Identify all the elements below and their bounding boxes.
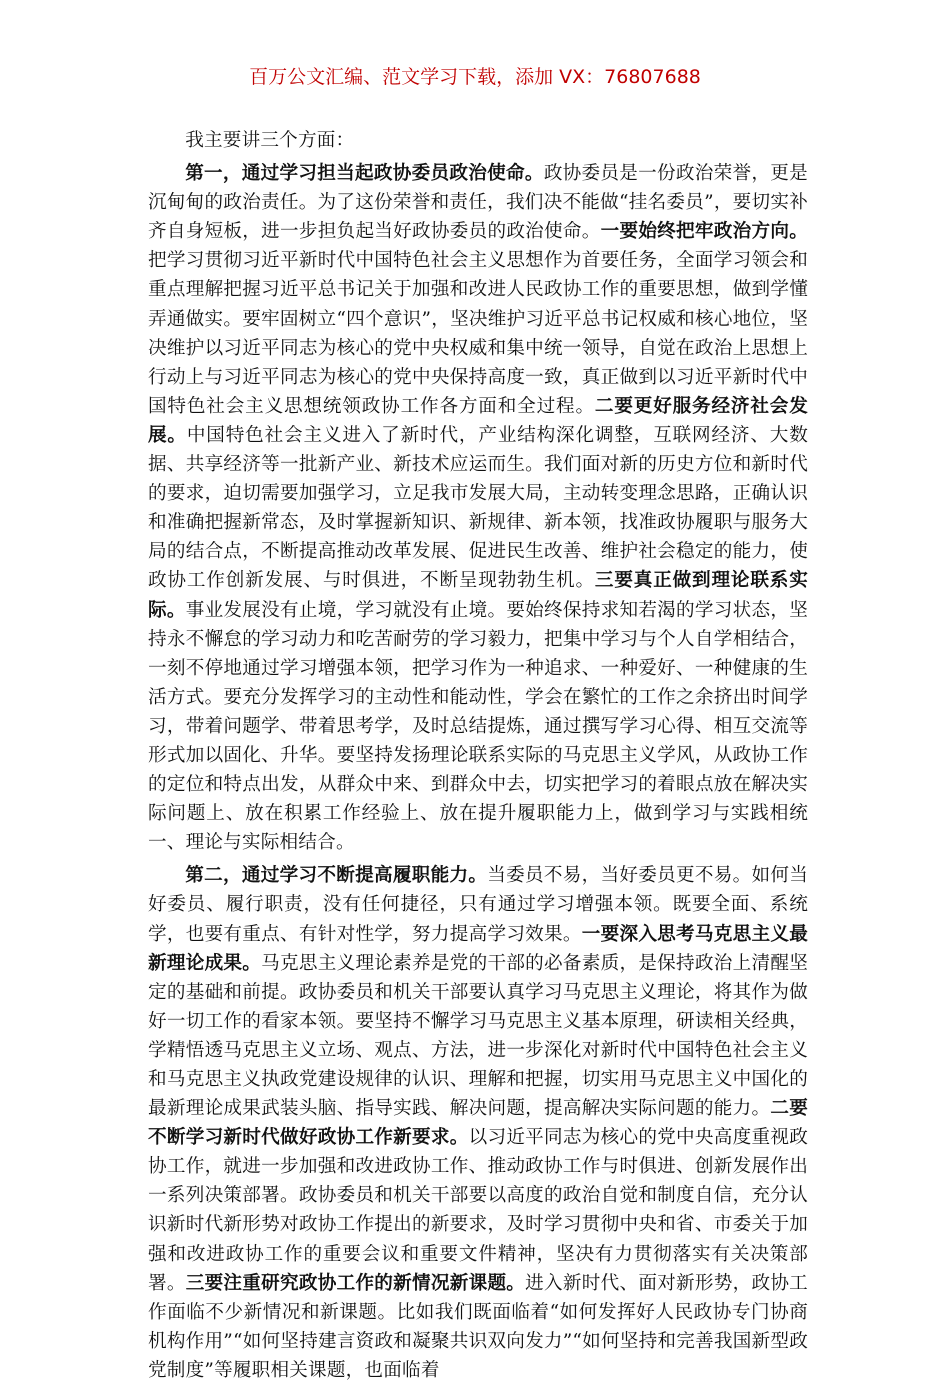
section-1-heading: 第一，通过学习担当起政协委员政治使命。: [185, 163, 544, 185]
section-1-paragraph: [148, 159, 808, 857]
intro-paragraph: 我主要讲三个方面：: [185, 130, 355, 151]
section-1-point-1-text: 把学习贯彻习近平新时代中国特色社会主义思想作为首要任务，全面学习领会和重点理解把握习近平总书记关于加强和改进人民政协工作的重要思想，做到学懂弄通做实。要牢固树立“四个意识”，坚决维护习近平总书记权威和核心地位，坚决维护以习近平同志为核心的党中央权威和集中统一领导，自觉在政治上思想上行动上与习近平同志为核心的党中央保持高度一致，真正做到以习近平新时代中国特色社会主义思想统领政协工作各方面和全过程。: [148, 250, 808, 417]
section-2-point-3-text: 进入新时代、面对新形势，政协工作面临不少新情况和新课题。比如我们既面临着“如何发挥好人民政协专门协商机构作用”“如何坚持建言资政和凝聚共识双向发力”“如何坚持和完善我国新型政党制度”等履职相关课题，也面临着: [148, 1272, 808, 1381]
section-2-point-1-title: 一要深入思考马克思主义最新理论成果。: [148, 923, 808, 974]
section-1-point-3-text: 事业发展没有止境，学习就没有止境。要始终保持求知若渴的学习状态，坚持永不懈怠的学习动力和吃苦耐劳的学习毅力，把集中学习与个人自学相结合，一刻不停地通过学习增强本领，把学习作为一种追求、一种爱好、一种健康的生活方式。要充分发挥学习的主动性和能动性，学会在繁忙的工作之余挤出时间学习，带着问题学、带着思考学，及时总结提炼，通过撰写学习心得、相互交流等形式加以固化、升华。要坚持发扬理论联系实际的马克思主义学风，从政协工作的定位和特点出发，从群众中来、到群众中去，切实把学习的着眼点放在解决实际问题上、放在积累工作经验上、放在提升履职能力上，做到学习与实践相统一、理论与实际相结合。: [148, 599, 808, 854]
section-1-point-3-title: 三要真正做到理论联系实际。: [148, 570, 809, 621]
watermark-header: 百万公文汇编、范文学习下载，添加 VX：76807688: [249, 66, 701, 88]
section-1-point-2-text: 中国特色社会主义进入了新时代，产业结构深化调整，互联网经济、大数据、共享经济等一批新产业、新技术应运而生。我们面对新的历史方位和新时代的要求，迫切需要加强学习，立足我市发展大局，主动转变理念思路，正确认识和准确把握新常态，及时掌握新知识、新规律、新本领，找准政协履职与服务大局的结合点，不断提高推动改革发展、促进民生改善、维护社会稳定的能力，使政协工作创新发展、与时俱进，不断呈现勃勃生机。: [148, 424, 809, 592]
section-2-point-3-title: 三要注重研究政协工作的新情况新课题。: [185, 1272, 526, 1294]
document-body: [148, 126, 808, 1385]
section-2-heading: 第二，通过学习不断提高履职能力。: [185, 865, 488, 887]
section-2-paragraph: [148, 861, 808, 1385]
section-1-lead: 政协委员是一份政治荣誉，更是沉甸甸的政治责任。为了这份荣誉和责任，我们决不能做“挂名委员”，要切实补齐自身短板，进一步担负起当好政协委员的政治使命。: [148, 163, 808, 243]
section-2-point-1-text: 马克思主义理论素养是党的干部的必备素质，是保持政治上清醒坚定的基础和前提。政协委员和机关干部要认真学习马克思主义理论，将其作为做好一切工作的看家本领。要坚持不懈学习马克思主义基本原理，研读相关经典，学精悟透马克思主义立场、观点、方法，进一步深化对新时代中国特色社会主义和马克思主义执政党建设规律的认识、理解和把握，切实用马克思主义中国化的最新理论成果武装头脑、指导实践、解决问题，提高解决实际问题的能力。: [148, 952, 808, 1120]
section-2-point-2-title: 二要不断学习新时代做好政协工作新要求。: [148, 1098, 808, 1149]
section-1-point-2-title: 二要更好服务经济社会发展。: [148, 395, 809, 446]
section-2-point-2-text: 以习近平同志为核心的党中央高度重视政协工作，就进一步加强和改进政协工作、推动政协工作与时俱进、创新发展作出一系列决策部署。政协委员和机关干部要以高度的政治自觉和制度自信，充分认识新时代新形势对政协工作提出的新要求，及时学习贯彻中央和省、市委关于加强和改进政协工作的重要会议和重要文件精神，坚决有力贯彻落实有关决策部署。: [148, 1127, 808, 1294]
section-1-point-1-title: 一要始终把牢政治方向。: [600, 221, 808, 243]
section-2-lead: 当委员不易，当好委员更不易。如何当好委员、履行职责，没有任何捷径，只有通过学习增强本领。既要全面、系统学，也要有重点、有针对性学，努力提高学习效果。: [148, 865, 809, 945]
